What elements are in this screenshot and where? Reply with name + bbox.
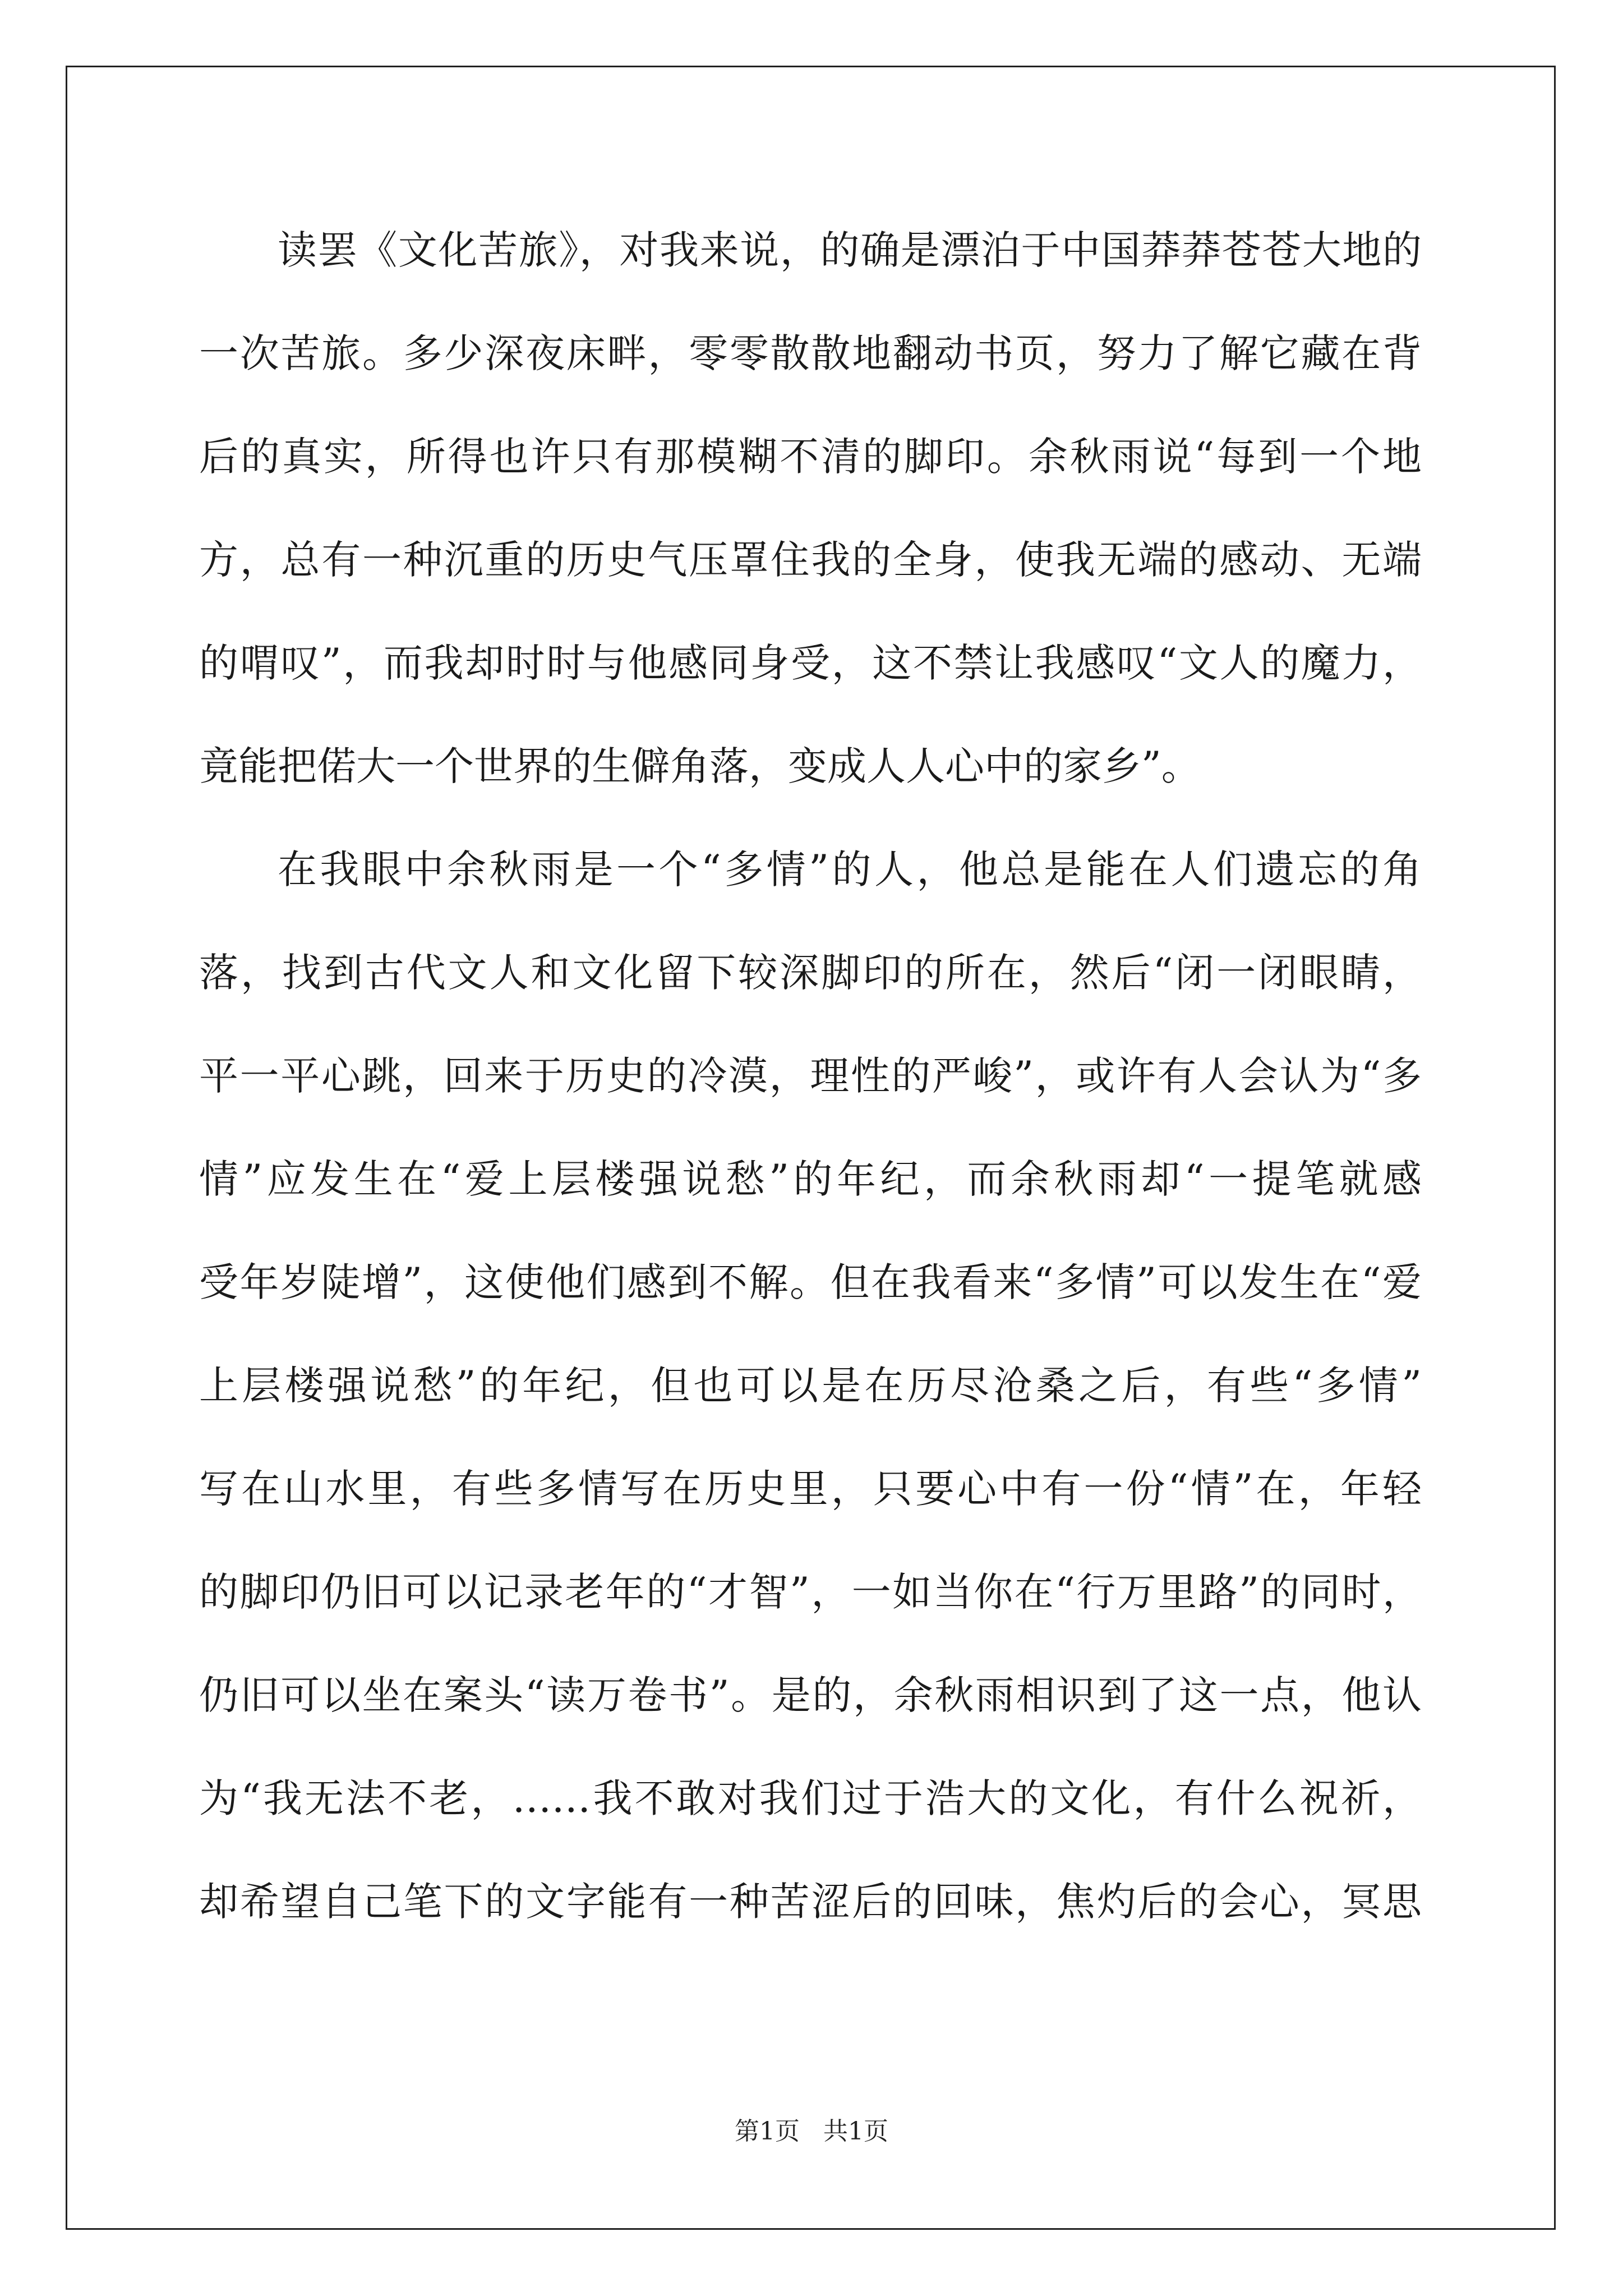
paragraph-2-line-7: 写在山水里，有些多情写在历史里，只要心中有一份“情”在，年轻 bbox=[199, 1466, 1422, 1512]
paragraph-2-line-11: 却希望自己笔下的文字能有一种苦涩后的回味，焦灼后的会心，冥思 bbox=[199, 1879, 1422, 1925]
paragraph-1-line-4: 方，总有一种沉重的历史气压罩住我的全身，使我无端的感动、无端 bbox=[199, 537, 1422, 583]
paragraph-1-line-3: 后的真实，所得也许只有那模糊不清的脚印。余秋雨说“每到一个地 bbox=[199, 434, 1422, 480]
paragraph-2-line-1: 在我眼中余秋雨是一个“多情”的人，他总是能在人们遗忘的角 bbox=[278, 846, 1422, 892]
paragraph-1-line-2: 一次苦旅。多少深夜床畔，零零散散地翻动书页，努力了解它藏在背 bbox=[199, 330, 1422, 376]
paragraph-2-line-9: 仍旧可以坐在案头“读万卷书”。是的，余秋雨相识到了这一点，他认 bbox=[199, 1672, 1422, 1718]
paragraph-2-line-10: 为“我无法不老，……我不敢对我们过于浩大的文化，有什么祝祈， bbox=[199, 1775, 1422, 1821]
paragraph-1-line-5: 的喟叹”，而我却时时与他感同身受，这不禁让我感叹“文人的魔力， bbox=[199, 640, 1422, 686]
paragraph-2-line-6: 上层楼强说愁”的年纪，但也可以是在历尽沧桑之后，有些“多情” bbox=[199, 1363, 1422, 1409]
page-number-footer: 第1页 共1页 bbox=[735, 2117, 888, 2146]
paragraph-2-line-2: 落，找到古代文人和文化留下较深脚印的所在，然后“闭一闭眼睛， bbox=[199, 950, 1422, 996]
paragraph-2-line-8: 的脚印仍旧可以记录老年的“才智”，一如当你在“行万里路”的同时， bbox=[199, 1569, 1422, 1615]
paragraph-2-line-3: 平一平心跳，回来于历史的冷漠，理性的严峻”，或许有人会认为“多 bbox=[199, 1053, 1422, 1099]
paragraph-1-line-6: 竟能把偌大一个世界的生僻角落，变成人人心中的家乡”。 bbox=[199, 743, 1201, 789]
paragraph-2-line-5: 受年岁陡增”，这使他们感到不解。但在我看来“多情”可以发生在“爱 bbox=[199, 1259, 1422, 1305]
paragraph-1-line-1: 读罢《文化苦旅》，对我来说，的确是漂泊于中国莽莽苍苍大地的 bbox=[278, 227, 1422, 273]
paragraph-2-line-4: 情”应发生在“爱上层楼强说愁”的年纪，而余秋雨却“一提笔就感 bbox=[199, 1156, 1422, 1202]
